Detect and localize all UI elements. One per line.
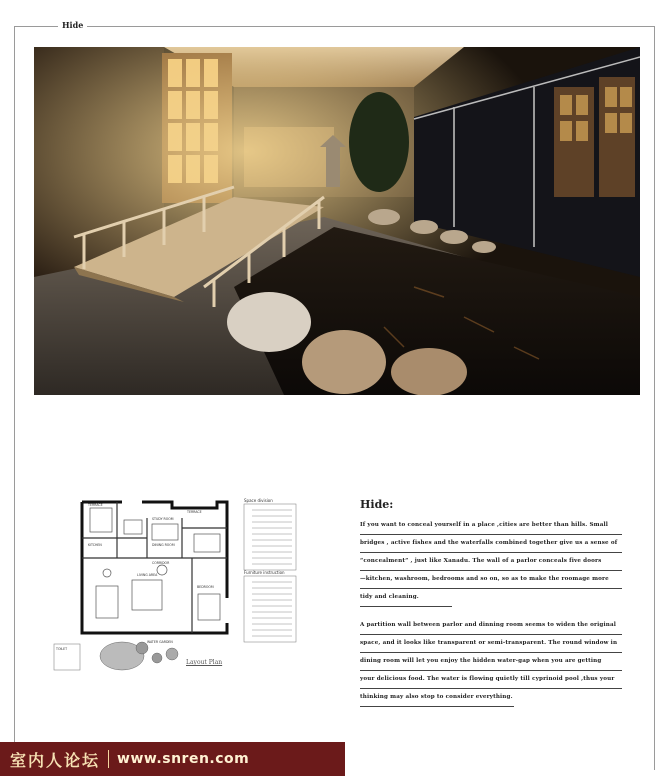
- article-line: If you want to conceal yourself in a place ,cities are better than hills. Small: [360, 517, 622, 535]
- article-line: “concealment” , just like Xanadu. The wall of a parlor conceals five doors: [360, 553, 622, 571]
- room-label: TERRACE: [187, 510, 202, 514]
- room-label: LIVING AREA: [137, 573, 158, 577]
- legend-furniture-title: Furniture instruction: [244, 570, 285, 575]
- room-label: WATER GARDEN: [147, 640, 173, 644]
- article-title: Hide:: [360, 498, 394, 511]
- legend-space-title: Space division: [244, 498, 273, 503]
- page-title: Hide: [58, 20, 87, 30]
- courtyard-illustration: [34, 47, 640, 395]
- plan-caption: Layout Plan: [186, 659, 223, 666]
- room-label: KITCHEN: [88, 543, 102, 547]
- room-label: BEDROOM: [197, 585, 214, 589]
- article-line: A partition wall between parlor and dinning room seems to widen the original: [360, 617, 622, 635]
- layout-plan: [52, 498, 304, 678]
- banner-chinese-text: 室内人论坛: [10, 750, 101, 770]
- article-line: dining room will let you enjoy the hidden water-gap when you are getting: [360, 653, 622, 671]
- article-line: tidy and cleaning.: [360, 589, 452, 607]
- floor-plan-drawing: [52, 498, 304, 678]
- courtyard-photo: [34, 47, 640, 395]
- article-line: your delicious food. The water is flowing quietly till cyprinoid pool ,thus your: [360, 671, 622, 689]
- room-label: DINING ROOM: [152, 543, 175, 547]
- forum-banner: [0, 742, 345, 776]
- header-rule: [20, 26, 56, 27]
- room-label: TERRACE: [88, 503, 103, 507]
- article-line: space, and it looks like transparent or semi-transparent. The round window in: [360, 635, 622, 653]
- room-label: CORRIDOR: [152, 561, 170, 565]
- banner-divider: [108, 750, 109, 768]
- article: [360, 498, 622, 711]
- room-label: TOILET: [56, 647, 68, 651]
- room-label: STUDY ROOM: [152, 517, 174, 521]
- article-line: —kitchen, washroom, bedrooms and so on, so as to make the roomage more: [360, 571, 622, 589]
- article-line: thinking may also stop to consider everything.: [360, 689, 514, 707]
- article-line: bridges , active fishes and the waterfalls combined together give us a sense of: [360, 535, 622, 553]
- banner-url: www.snren.com: [117, 751, 250, 767]
